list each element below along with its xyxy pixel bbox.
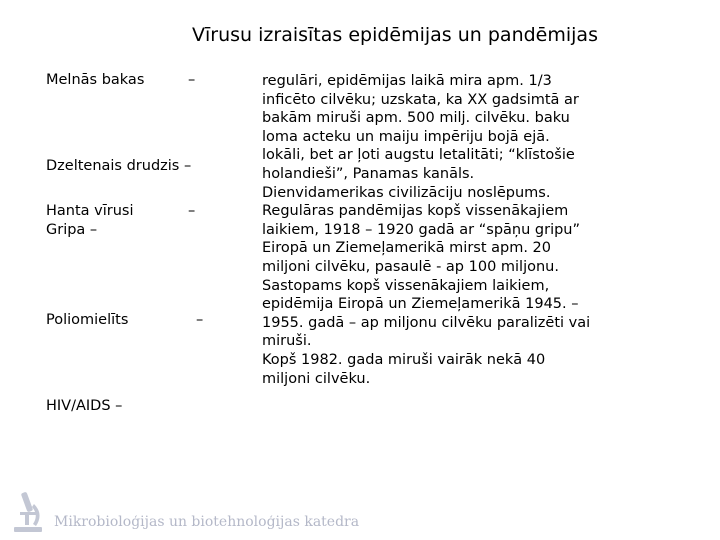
footer	[10, 488, 359, 534]
left-item-yellow-fever: Dzeltenais drudzis –	[46, 158, 192, 174]
description-line: miljoni cilvēku, pasaulē - ap 100 miljonu.	[262, 258, 559, 275]
description-line: loma acteku un maiju impēriju bojā ejā.	[262, 128, 550, 145]
description-text	[262, 72, 712, 388]
left-item-dash: –	[188, 203, 196, 219]
description-line: Dienvidamerikas civilizāciju noslēpums.	[262, 184, 551, 201]
description-line: bakām miruši apm. 500 milj. cilvēku. baku	[262, 110, 570, 127]
description-line: lokāli, bet ar ļoti augstu letalitāti; “klīstošie	[262, 147, 575, 164]
description-line: Eiropā un Ziemeļamerikā mirst apm. 20	[262, 240, 552, 257]
left-item-hiv-aids: HIV/AIDS –	[46, 398, 123, 414]
description-line: epidēmija Eiropā un Ziemeļamerikā 1945. –	[262, 296, 579, 313]
left-item-influenza: Gripa –	[46, 222, 98, 238]
left-item-label: Melnās bakas	[46, 72, 145, 88]
left-item-dash: –	[196, 312, 204, 328]
description-line: regulāri, epidēmijas laikā mira apm. 1/3	[262, 73, 552, 89]
description-line: Kopš 1982. gada miruši vairāk nekā 40	[262, 351, 546, 368]
microscope-icon	[10, 490, 46, 534]
footer-department: Mikrobioloģijas un biotehnoloģijas katedra	[54, 514, 360, 530]
description-line: laikiem, 1918 – 1920 gadā ar “spāņu gripu”	[262, 221, 581, 238]
slide-title: Vīrusu izraisītas epidēmijas un pandēmijas	[192, 24, 598, 46]
left-item-smallpox	[46, 72, 144, 88]
left-item-polio: Poliomielīts	[46, 312, 129, 328]
description-line: miruši.	[262, 333, 312, 350]
description-line: miljoni cilvēku.	[262, 370, 371, 387]
description-line: holandieši”, Panamas kanāls.	[262, 165, 475, 182]
description-line: Sastopams kopš vissenākajiem laikiem,	[262, 277, 550, 294]
description-line: Regulāras pandēmijas kopš vissenākajiem	[262, 203, 569, 220]
left-item-dash: –	[188, 72, 196, 88]
left-item-hantavirus: Hanta vīrusi	[46, 203, 134, 219]
description-line: inficēto cilvēku; uzskata, ka XX gadsimtā ar	[262, 91, 579, 108]
description-line: 1955. gadā – ap miljonu cilvēku paralizēti vai	[262, 314, 591, 331]
